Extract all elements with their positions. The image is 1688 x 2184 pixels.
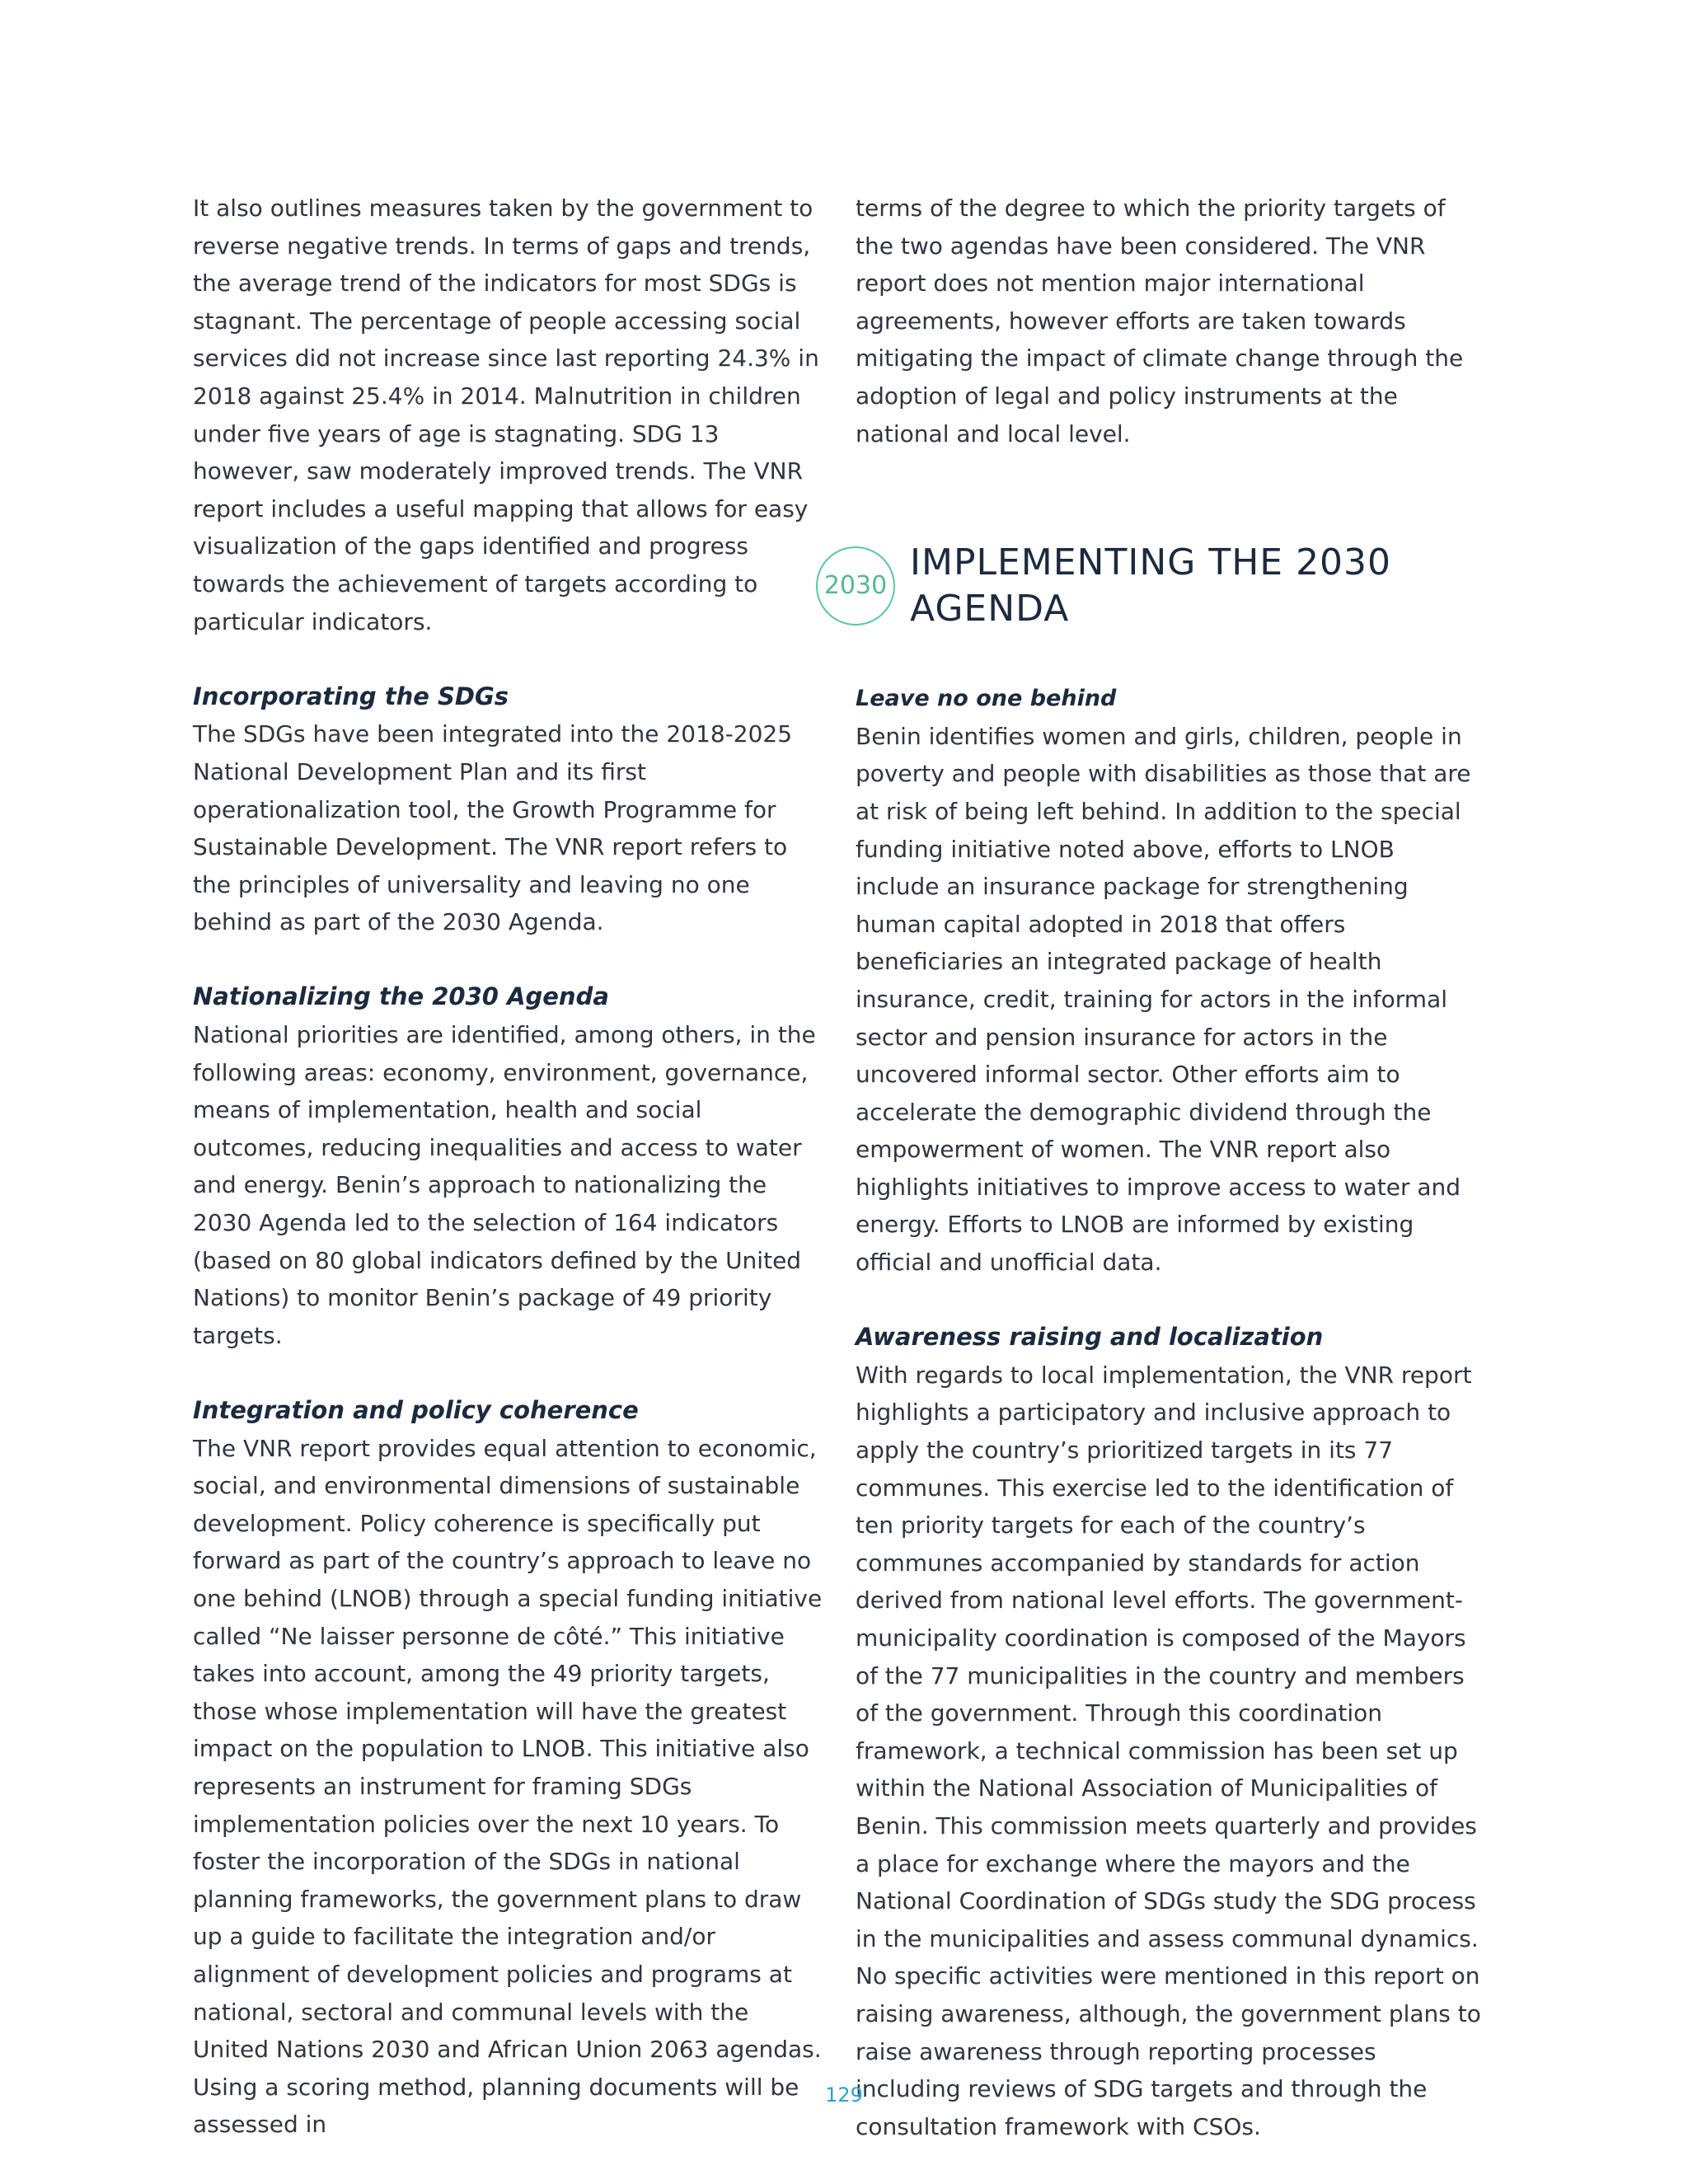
- nationalizing-body: National priorities are identified, among others, in the following areas: economy, environment, governance, means of implementation, health and social outcomes, reducing inequalities and access to water and energy. Benin’s approach to nationalizing the 2030 Agenda led to the selection of 164 indicators (based on 80 global indicators defined by the United Nations) to monitor Benin’s package of 49 priority targets.: [193, 1021, 816, 1349]
- left-column: [193, 190, 826, 2144]
- awareness-heading: Awareness raising and localization: [856, 1323, 1324, 1352]
- section-header: [816, 540, 1482, 632]
- awareness-body-1: With regards to local implementation, the VNR report highlights a participatory and inclusive approach to apply the country’s prioritized targets in its 77 communes. This exercise led to the identification of ten priority targets for each of the country’s communes accompanied by standards for action derived from national level efforts. The government-municipality coordination is composed of the Mayors of the 77 municipalities in the country and members of the government. Through this coordination framework, a technical commission has been set up within the National Association of Municipalities of Benin. This commission meets quarterly and provides a place for exchange where the mayors and the National Coordination of SDGs study the SDG process in the municipalities and assess communal dynamics.: [856, 1361, 1479, 1952]
- leave-no-one-behind-body: Benin identifies women and girls, children, people in poverty and people with disabilities as those that are at risk of being left behind. In addition to the special funding initiative noted above, efforts to LNOB include an insurance package for strengthening human capital adopted in 2018 that offers beneficiaries an integrated package of health insurance, credit, training for actors in the informal sector and pension insurance for actors in the uncovered informal sector. Other efforts aim to accelerate the demographic dividend through the empowerment of women. The VNR report also highlights initiatives to improve access to water and energy. Efforts to LNOB are informed by existing official and unofficial data.: [856, 722, 1471, 1277]
- incorporating-body: The SDGs have been integrated into the 2018-2025 National Development Plan and its first operationalization tool, the Growth Programme for Sustainable Development. The VNR report refers to the principles of universality and leaving no one behind as part of the 2030 Agenda.: [193, 720, 793, 936]
- incorporating-heading: Incorporating the SDGs: [193, 682, 509, 710]
- continued-paragraph: terms of the degree to which the priority targets of the two agendas have been considered. The VNR report does not mention major international agreements, however efforts are taken towards mitigating the impact of climate change through the adoption of legal and policy instruments at the national and local level.: [856, 194, 1464, 448]
- page-number: 129: [825, 2083, 863, 2107]
- intro-paragraph: It also outlines measures taken by the government to reverse negative trends. In terms of gaps and trends, the average trend of the indicators for most SDGs is stagnant. The percentage of people accessing social services did not increase since last reporting 24.3% in 2018 against 25.4% in 2014. Malnutrition in children under five years of age is stagnating. SDG 13 however, saw moderately improved trends. The VNR report includes a useful mapping that allows for easy visualization of the gaps identified and progress towards the achievement of targets according to particular indicators.: [193, 194, 819, 635]
- agenda-2030-badge-icon: [816, 546, 895, 626]
- badge-label: 2030: [823, 571, 888, 601]
- nationalizing-heading: Nationalizing the 2030 Agenda: [193, 982, 609, 1011]
- integration-body: The VNR report provides equal attention to economic, social, and environmental dimensions of sustainable development. Policy coherence is specifically put forward as part of the country’s approach to leave no one behind (LNOB) through a special funding initiative called “Ne laisser personne de côté.” This initiative takes into account, among the 49 priority targets, those whose implementation will have the greatest impact on the population to LNOB. This initiative also represents an instrument for framing SDGs implementation policies over the next 10 years. To foster the incorporation of the SDGs in national planning frameworks, the government plans to draw up a guide to facilitate the integration and/or alignment of development policies and programs at national, sectoral and communal levels with the United Nations 2030 and African Union 2063 agendas. Using a scoring method, planning documents will be assessed in: [193, 1434, 823, 2139]
- leave-no-one-behind-heading: Leave no one behind: [856, 686, 1117, 712]
- section-title: IMPLEMENTING THE 2030 AGENDA: [910, 541, 1392, 630]
- integration-heading: Integration and policy coherence: [193, 1396, 639, 1424]
- awareness-body-2: No specific activities were mentioned in this report on raising awareness, although, the government plans to raise awareness through reporting processes including reviews of SDG targets and through the consultation framework with CSOs.: [856, 1962, 1481, 2140]
